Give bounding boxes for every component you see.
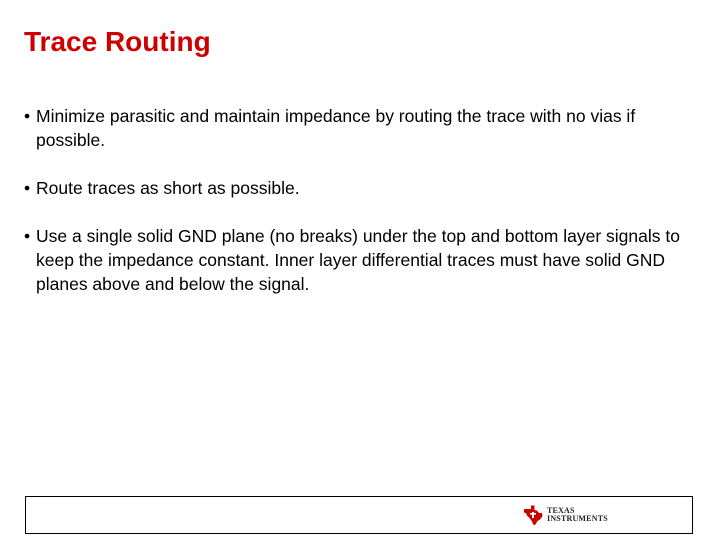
bullet-marker: • — [24, 226, 31, 246]
bullet-item — [24, 224, 696, 296]
bullet-text: Use a single solid GND plane (no breaks) under the top and bottom layer signals to keep the impedance constant. Inner layer differential traces must have solid GND planes above and below the signal. — [36, 226, 680, 294]
bullet-item — [24, 176, 696, 200]
logo-line-texas: TEXAS — [547, 506, 575, 515]
bullet-marker: • — [24, 178, 31, 198]
slide-title: Trace Routing — [24, 26, 211, 57]
bullet-list — [24, 104, 696, 320]
texas-state-logo-icon — [522, 504, 544, 526]
bullet-text: Route traces as short as possible. — [36, 178, 300, 198]
logo-line-instruments: INSTRUMENTS — [547, 514, 608, 523]
company-logo — [522, 503, 614, 527]
logo-wordmark — [547, 507, 608, 523]
bullet-item — [24, 104, 696, 152]
bullet-text: Minimize parasitic and maintain impedance by routing the trace with no vias if possible. — [36, 106, 636, 150]
bullet-marker: • — [24, 106, 31, 126]
